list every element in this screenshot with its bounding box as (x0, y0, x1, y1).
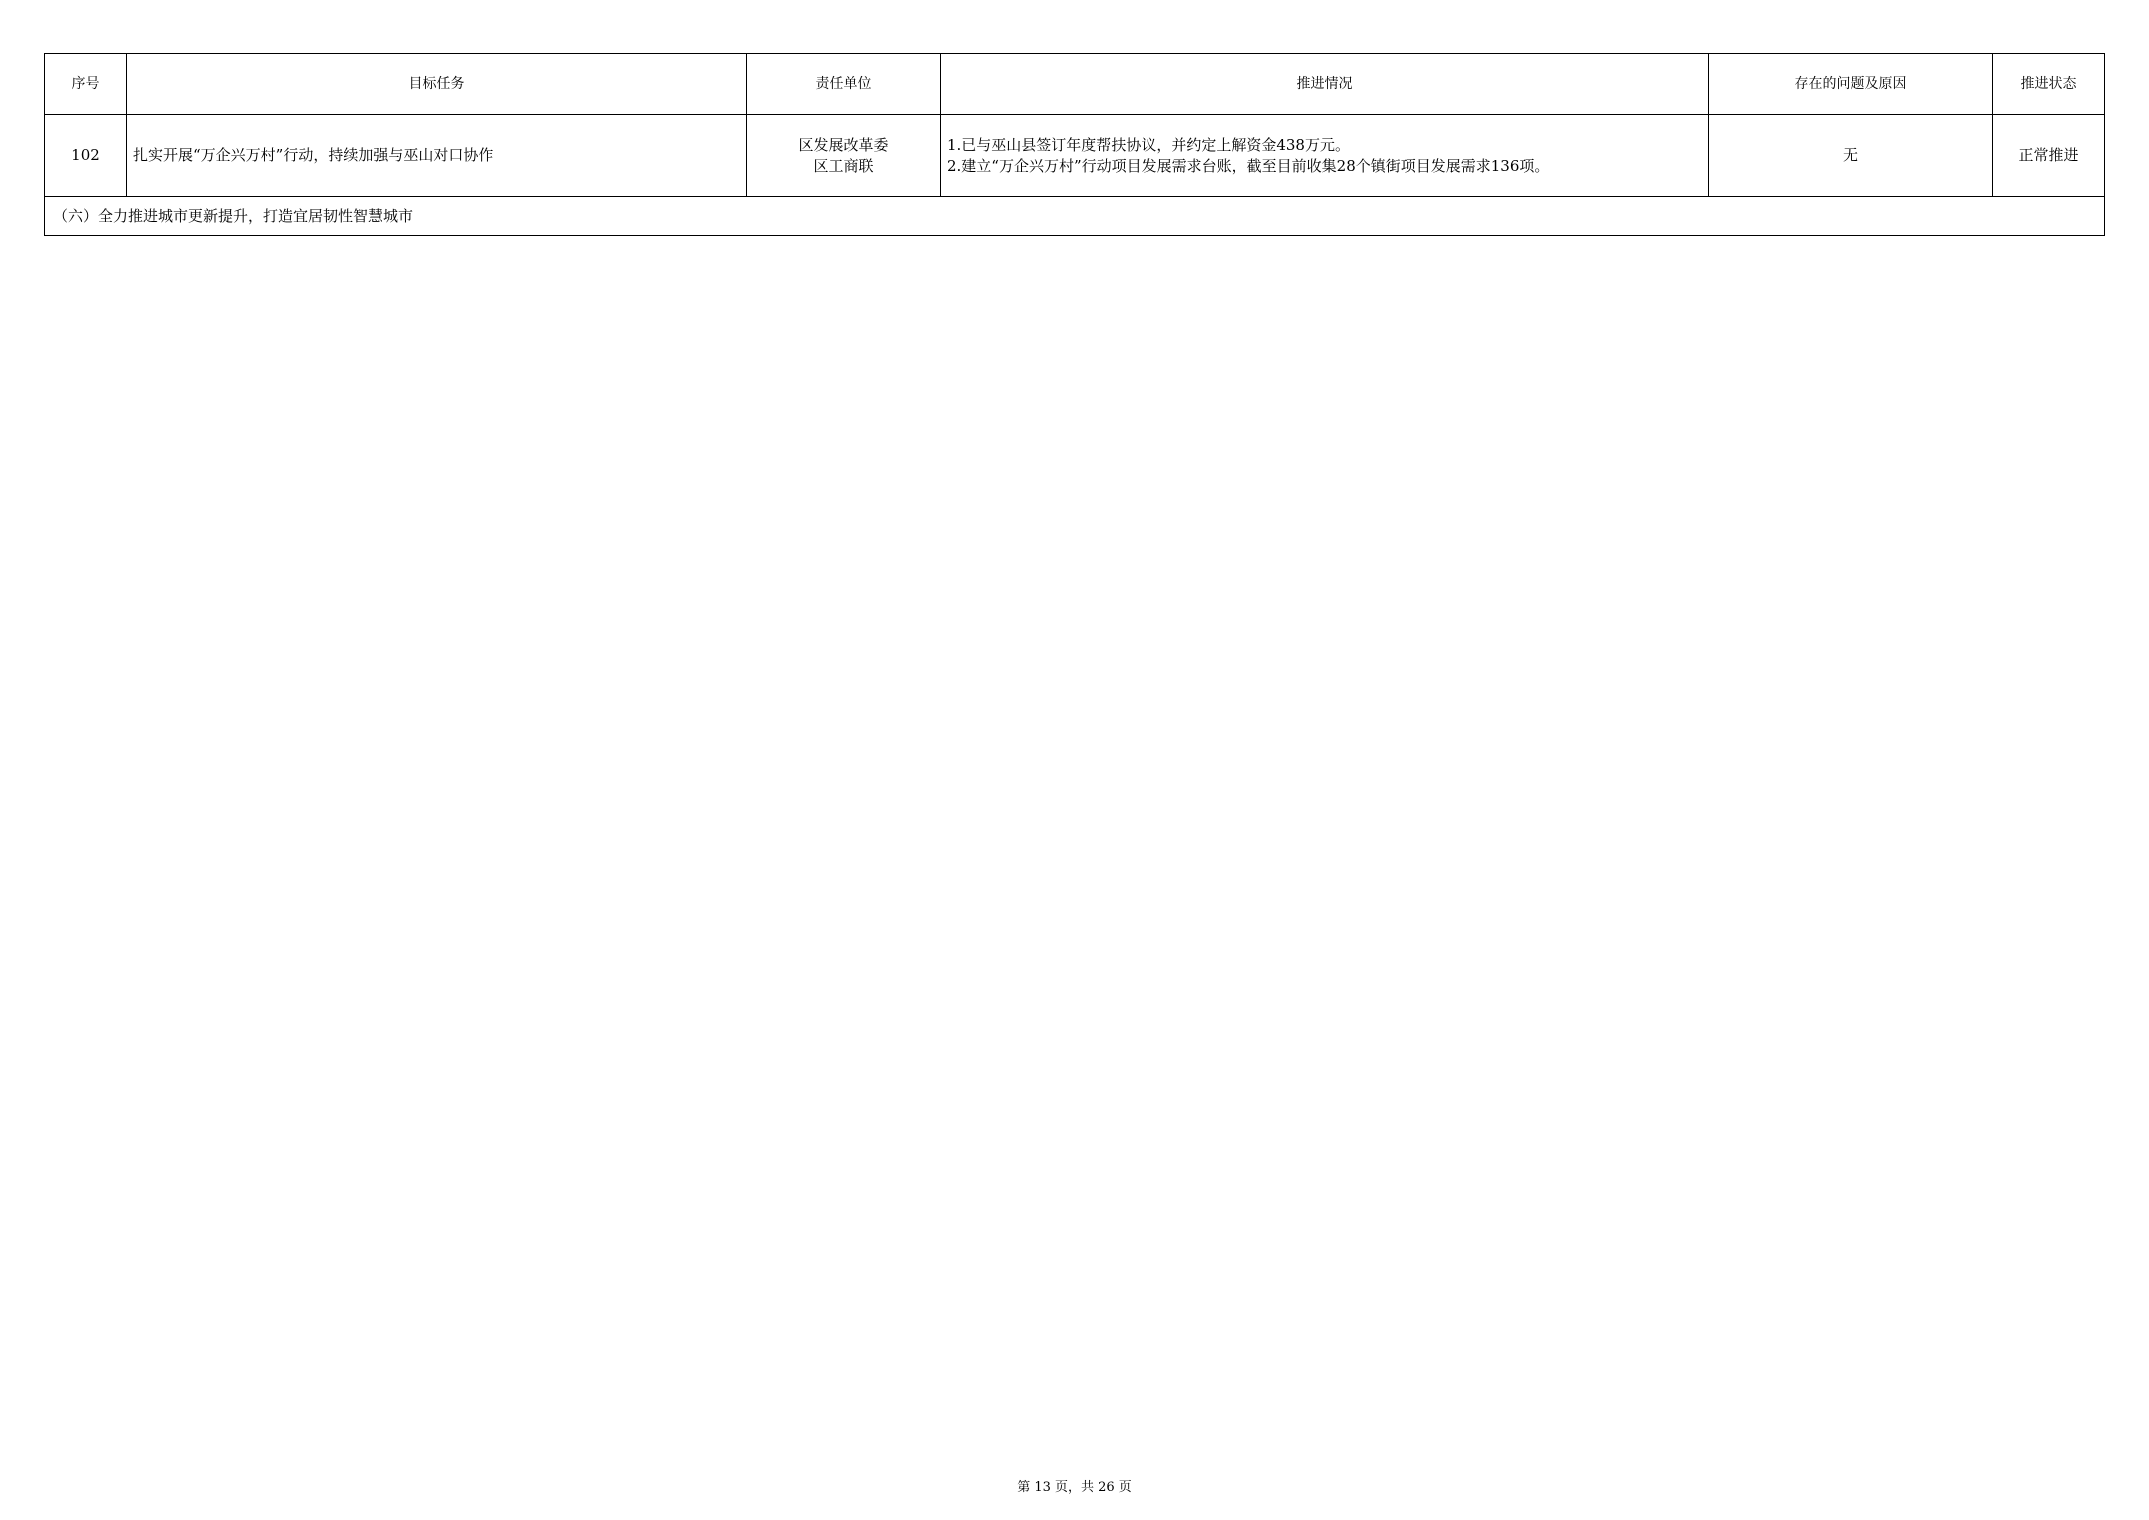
header-progress: 推进情况 (941, 54, 1709, 115)
header-row (45, 54, 2105, 115)
row-issues: 无 (1709, 115, 1993, 197)
row-status: 正常推进 (1993, 115, 2105, 197)
progress-line: 2.建立“万企兴万村”行动项目发展需求台账，截至目前收集28个镇街项目发展需求136项。 (947, 156, 1550, 175)
header-no: 序号 (45, 54, 127, 115)
unit-line: 区发展改革委 (798, 135, 889, 154)
header-task: 目标任务 (127, 54, 747, 115)
row-progress (941, 115, 1709, 197)
table-body (45, 115, 2105, 236)
header-status: 推进状态 (1993, 54, 2105, 115)
header-unit: 责任单位 (747, 54, 941, 115)
section-row (45, 197, 2105, 236)
progress-line: 1.已与巫山县签订年度帮扶协议，并约定上解资金438万元。 (947, 135, 1350, 154)
page-footer: 第 13 页，共 26 页 (1017, 1480, 1132, 1495)
progress-table (44, 53, 2105, 236)
header-issues: 存在的问题及原因 (1709, 54, 1993, 115)
row-task: 扎实开展“万企兴万村”行动，持续加强与巫山对口协作 (127, 115, 747, 197)
page (44, 53, 2104, 236)
table-row (45, 115, 2105, 197)
unit-line: 区工商联 (813, 156, 874, 175)
section-title: （六）全力推进城市更新提升，打造宜居韧性智慧城市 (45, 197, 2105, 236)
row-units (747, 115, 941, 197)
row-no: 102 (45, 115, 127, 197)
